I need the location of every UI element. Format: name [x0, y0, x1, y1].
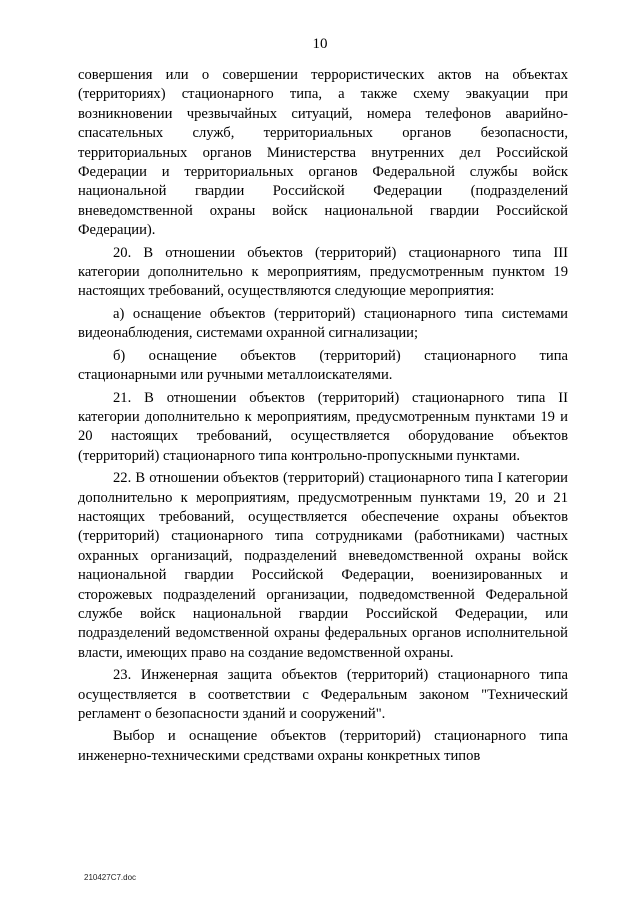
paragraph-item-23: 23. Инженерная защита объектов (территорий) стационарного типа осуществляется в соответствии с Федеральным законом "Технический регламент о безопасности зданий и сооружений".: [78, 667, 568, 722]
paragraph-continuation: совершения или о совершении террористических актов на объектах (территориях) стационарного типа, а также схему эвакуации при возникновении чрезвычайных ситуаций, номера телефонов аварийно-спасательных служб, территориальных органов безопасности, территориальных органов Министерства внутренних дел Российской Федерации и территориальных органов Федеральной службы войск национальной гвардии Российской Федерации (подразделений вневедомственной охраны войск национальной гвардии Российской Федерации).: [78, 67, 568, 239]
footer-filename: 210427С7.doc: [84, 873, 137, 882]
page-number: 10: [312, 36, 328, 52]
document-body: [78, 66, 568, 766]
paragraph-item-20b: б) оснащение объектов (территорий) стационарного типа стационарными или ручными металлоискателями.: [78, 347, 568, 384]
paragraph-item-21: 21. В отношении объектов (территорий) стационарного типа II категории дополнительно к мероприятиям, предусмотренным пунктами 19 и 20 настоящих требований, осуществляется оборудование объектов (территорий) стационарного типа контрольно-пропускными пунктами.: [78, 389, 568, 464]
paragraph-selection: Выбор и оснащение объектов (территорий) стационарного типа инженерно-техническими средствами охраны конкретных типов: [78, 728, 568, 764]
paragraph-item-20a: а) оснащение объектов (территорий) стационарного типа системами видеонаблюдения, системами охранной сигнализации;: [78, 305, 568, 342]
paragraph-item-22: 22. В отношении объектов (территорий) стационарного типа I категории дополнительно к мероприятиям, предусмотренным пунктами 19, 20 и 21 настоящих требований, осуществляется обеспечение охраны объектов (территорий) стационарного типа сотрудниками (работниками) частных охранных организаций, подразделений вневедомственной охраны войск национальной гвардии Российской Федерации, военизированных и сторожевых подразделений организации, подведомственной Федеральной службе войск национальной гвардии Российской Федерации, или подразделений ведомственной охраны федеральных органов исполнительной власти, имеющих право на создание ведомственной охраны.: [78, 470, 568, 661]
paragraph-item-20: 20. В отношении объектов (территорий) стационарного типа III категории дополнительно к мероприятиям, предусмотренным пунктом 19 настоящих требований, осуществляются следующие мероприятия:: [78, 244, 568, 300]
